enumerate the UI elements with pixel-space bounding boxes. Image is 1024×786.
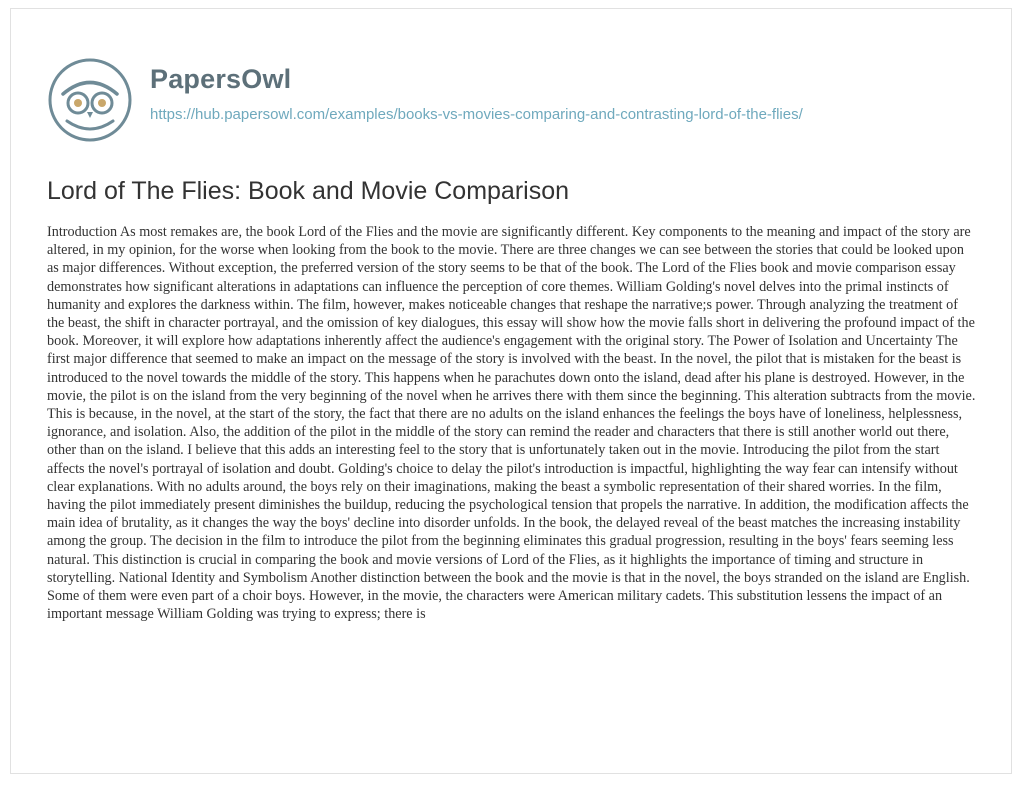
essay-body: Introduction As most remakes are, the book Lord of the Flies and the movie are significantly different. Key components to the meaning and impact of the story are altered, in my opinion, for the worse when looking from the book to the movie. There are three changes we can see between the stories that could be looked upon as major differences. Without exception, the preferred version of the story seems to be that of the book. The Lord of the Flies book and movie comparison essay demonstrates how significant alterations in adaptations can influence the perception of core themes. William Golding's novel delves into the primal instincts of humanity and explores the darkness within. The film, however, makes noticeable changes that reshape the narrative;s power. Through analyzing the treatment of the beast, the shift in character portrayal, and the omission of key dialogues, this essay will show how the movie falls short in delivering the profound impact of the book. Moreover, it will explore how adaptations inherently affect the audience's engagement with the original story. The Power of Isolation and Uncertainty The first major difference that seemed to make an impact on the message of the story is involved with the beast. In the novel, the pilot that is mistaken for the beast is introduced to the novel towards the middle of the story. This happens when he parachutes down onto the island, dead after his plane is destroyed. However, in the movie, the pilot is on the island from the very beginning of the novel when he arrives there with them since the beginning. This alteration subtracts from the movie. This is because, in the novel, at the start of the story, the fact that there are no adults on the island enhances the feelings the boys have of loneliness, helplessness, ignorance, and isolation. Also, the addition of the pilot in the middle of the story can remind the reader and characters that there is still another world out there, other than on the island. I believe that this adds an interesting feel to the story that is unfortunately taken out in the movie. Introducing the pilot from the start affects the novel's portrayal of isolation and doubt. Golding's choice to delay the pilot's introduction is impactful, highlighting the way fear can intensify without clear explanations. With no adults around, the boys rely on their imaginations, making the beast a symbolic representation of their shared worries. In the film, having the pilot immediately present diminishes the buildup, reducing the psychological tension that propels the narrative. In addition, the modification affects the main idea of brutality, as it changes the way the boys' decline into disorder unfolds. In the book, the delayed reveal of the beast matches the increasing instability among the group. The decision in the film to introduce the pilot from the beginning eliminates this gradual progression, resulting in the boys' fears seeming less natural. This distinction is crucial in comparing the book and movie versions of Lord of the Flies, as it highlights the importance of timing and structure in storytelling. National Identity and Symbolism Another distinction between the book and the movie is that in the novel, the boys stranded on the island are English. Some of them were even part of a choir boys. However, in the movie, the characters were American military cadets. This substitution lessens the impact of an important message William Golding was trying to express; there is: [47, 224, 976, 623]
source-url[interactable]: https://hub.papersowl.com/examples/books-vs-movies-comparing-and-contrasting-lord-of-the-flies/: [150, 106, 803, 123]
brand-name: PapersOwl: [150, 64, 292, 94]
header-text: [150, 57, 950, 125]
header: [47, 57, 950, 143]
page-title: Lord of The Flies: Book and Movie Comparison: [47, 177, 570, 205]
owl-logo-icon: [47, 57, 133, 143]
